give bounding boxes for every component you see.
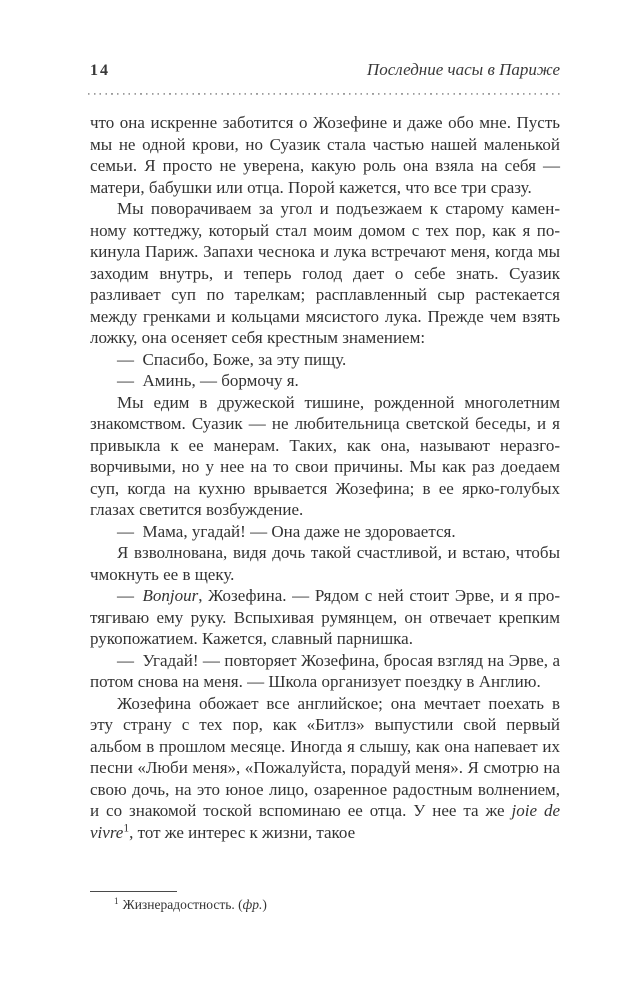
- footnote-marker: 1: [114, 895, 119, 906]
- text-run: — Аминь, — бормочу я.: [117, 371, 299, 390]
- footnote-divider: [90, 891, 177, 892]
- text-run: Жозефина обожает все английское; она мечтает поехать в эту страну с тех пор, как «Битлз» выпустили свой первый альбом в прошлом месяце. Иногда я слышу, как она напевает их песни «Люби меня», «Пожалуйста, порадуй меня». Я смотрю на свою дочь, на это юное лицо, озаренное радостным волнением, и со знакомой тоской вспоминаю ее отца. У нее та же: [90, 693, 560, 820]
- italic-run: Bonjour: [142, 586, 199, 605]
- italic-run: фр.: [242, 897, 263, 912]
- text-run: — Угадай! — повторяет Жозефина, бросая взгляд на Эрве, а потом снова на меня. — Школа организует поездку в Англию.: [90, 650, 560, 691]
- paragraph: [90, 693, 560, 844]
- dialogue-paragraph: [90, 349, 560, 371]
- paragraph: [90, 112, 560, 198]
- dialogue-paragraph: [90, 650, 560, 693]
- footnote: [90, 896, 560, 914]
- text-run: Я взволнована, видя дочь такой счастливой, и встаю, чтобы чмокнуть ее в щеку.: [90, 543, 560, 584]
- dialogue-paragraph: [90, 521, 560, 543]
- text-run: Мы едим в дружеской тишине, рожденной многолетним знакомством. Суазик — не любительница светской беседы, и я привыкла к ее манерам. Таких, как она, называют неразговорчивыми, но у нее на то свои причины. Мы как раз доедаем суп, когда на кухню врывается Жозефина; в ее ярко-голубых глазах светится возбуждение.: [90, 392, 560, 519]
- text-run: ): [262, 897, 267, 912]
- page-number: 14: [90, 62, 110, 79]
- paragraph: [90, 392, 560, 521]
- footnote-area: [90, 891, 560, 914]
- dialogue-paragraph: [90, 370, 560, 392]
- page-header: [90, 60, 560, 84]
- footnote-reference: 1: [123, 820, 130, 834]
- header-divider-dotted-rule: [88, 93, 560, 95]
- dialogue-paragraph: [90, 585, 560, 650]
- paragraph: [90, 198, 560, 349]
- text-run: , Жозефина. — Рядом с ней стоит Эрве, и я протягиваю ему руку. Вспыхивая румянцем, он отвечает крепким рукопожатием. Кажется, славный парнишка.: [90, 586, 560, 648]
- paragraph: [90, 542, 560, 585]
- italic-run: joie de vivre: [90, 801, 560, 842]
- text-run: что она искренне заботится о Жозефине и даже обо мне. Пусть мы не одной крови, но Суазик стала частью нашей маленькой семьи. Я просто не уверена, какую роль она взяла на себя — матери, бабушки или отца. Порой кажется, что все три сразу.: [90, 113, 560, 197]
- text-run: , тот же интерес к жизни, такое: [129, 822, 356, 842]
- running-title: Последние часы в Париже: [366, 60, 560, 79]
- text-run: —: [117, 586, 143, 605]
- text-run: — Мама, угадай! — Она даже не здоровается.: [117, 521, 456, 541]
- text-run: Мы поворачиваем за угол и подъезжаем к старому каменному коттеджу, который стал моим домом с тех пор, как я покинула Париж. Запахи чеснока и лука встречают меня, когда мы заходим внутрь, и теперь голод дает о себе знать. Суазик разливает суп по тарелкам; расплавленный сыр растекается между гренками и кольцами мясистого лука. Прежде чем взять ложку, она осеняет себя крестным знамением:: [90, 199, 560, 347]
- text-run: — Спасибо, Боже, за эту пищу.: [117, 349, 347, 369]
- text-run: Жизнерадостность. (: [122, 897, 243, 912]
- page-body: [90, 112, 560, 843]
